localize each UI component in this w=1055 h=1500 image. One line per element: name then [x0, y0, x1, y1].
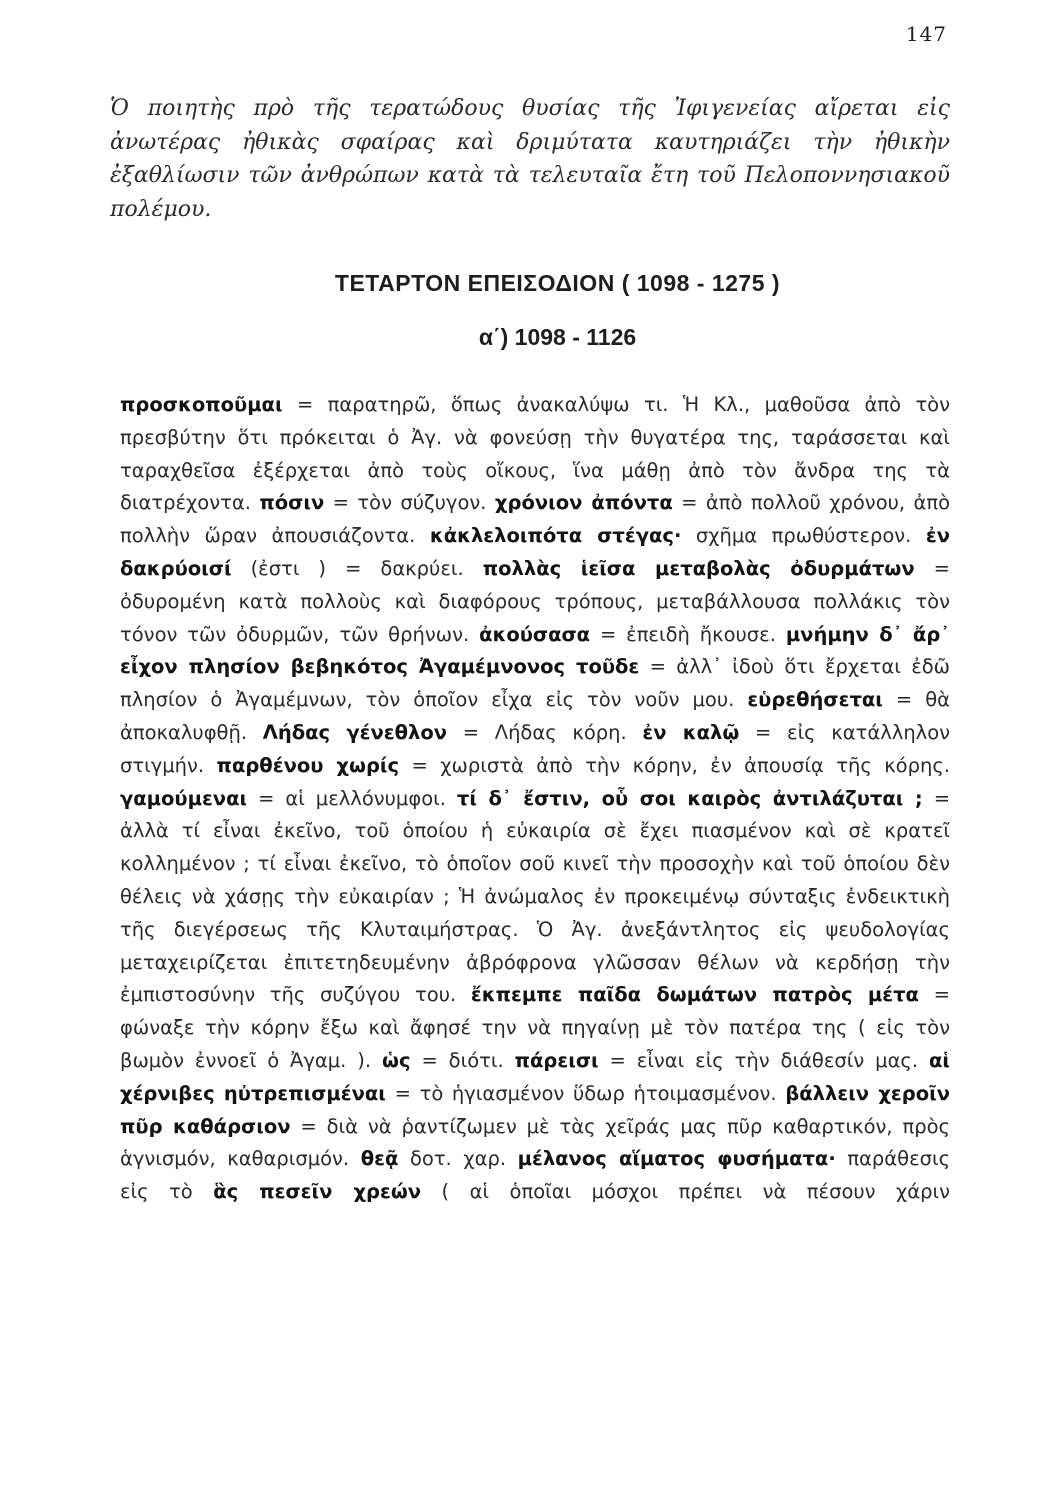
lemma: τί δ᾽ ἔστιν, οὗ σοι καιρὸς ἀντιλάζυται ;	[456, 786, 923, 810]
lemma: ἔκπεμπε παῖδα δωμάτων πατρὸς μέτα	[470, 983, 919, 1007]
gloss: σχῆμα πρωθύστερον.	[695, 524, 912, 548]
lemma: γαμούμεναι	[120, 786, 248, 810]
gloss: = διὰ νὰ ῥαντίζωμεν μὲ τὰς χεῖράς μας πῦρ καθαρτικόν, πρὸς ἁγνισμόν, καθαρισμόν.	[120, 1114, 950, 1171]
lemma: κἀκλελοιπότα στέγας·	[429, 524, 682, 548]
lemma: παρθένου χωρίς	[216, 753, 400, 777]
lemma: αἱ χέρνιβες ηὐτρεπισμέναι	[120, 1048, 950, 1105]
lemma: πολλὰς ἱεῖσα μεταβολὰς ὀδυρμάτων	[482, 556, 915, 580]
lemma: χρόνιον ἀπόντα	[494, 491, 673, 515]
lemma: ἐν καλῷ	[642, 720, 740, 744]
lemma: προσκοποῦμαι	[120, 393, 283, 416]
gloss: ( αἱ ὁποῖαι μόσχοι πρέπει νὰ πέσουν χάριν	[441, 1180, 951, 1204]
gloss: = εἶναι εἰς τὴν διάθεσίν μας.	[609, 1048, 919, 1072]
gloss: = φώναξε τὴν κόρην ἔξω καὶ ἄφησέ την νὰ πηγαίνῃ μὲ τὸν πατέρα της ( εἰς τὸν βωμὸν ἐννοεῖ ὁ Ἀγαμ. ).	[120, 983, 950, 1072]
gloss: = χωριστὰ ἀπὸ τὴν κόρην, ἐν ἀπουσίᾳ τῆς κόρης.	[411, 753, 950, 777]
lemma: μέλανος αἵματος φυσήματα·	[517, 1147, 836, 1171]
gloss: = διότι.	[421, 1048, 504, 1072]
lemma: ἐν δακρύοισί	[120, 524, 950, 580]
page-number: 147	[905, 22, 947, 46]
gloss: δοτ. χαρ.	[409, 1147, 507, 1171]
gloss: = αἱ μελλόνυμφοι.	[258, 786, 446, 810]
gloss: = παρατηρῶ, ὅπως ἀνακαλύψω τι. Ἡ Κλ., μαθοῦσα ἀπὸ τὸν πρεσβύτην ὅτι πρόκειται ὁ Ἀγ. νὰ φονεύσῃ τὴν θυγατέρα της, ταράσσεται καὶ ταραχθεῖσα ἐξέρχεται ἀπὸ τοὺς οἴκους, ἵνα μάθῃ ἀπὸ τὸν ἄνδρα της τὰ διατρέχοντα.	[120, 393, 951, 515]
gloss: = ἀλλὰ τί εἶναι ἐκεῖνο, τοῦ ὁποίου ἡ εὐκαιρία σὲ ἔχει πιασμένον καὶ σὲ κρατεῖ κολλημένον ; τί εἶναι ἐκεῖνο, τὸ ὁποῖον σοῦ κινεῖ τὴν προσοχὴν καὶ τοῦ ὁποίου δὲν θέλεις νὰ χάσῃς τὴν εὐκαιρίαν ; Ἡ ἀνώμαλος ἐν προκειμένῳ σύνταξις ἐνδεικτικὴ τῆς διεγέρσεως τῆς Κλυταιμήστρας. Ὁ Ἀγ. ἀνεξάντλητος εἰς ψευδολογίας μεταχειρίζεται ἐπιτετηδευμένην ἀβρόφρονα γλῶσσαν θέλων νὰ κερδήσῃ τὴν ἐμπιστοσύνην τῆς συζύγου του.	[120, 786, 951, 1007]
gloss: = ἀλλ᾽ ἰδοὺ ὅτι ἔρχεται ἐδῶ πλησίον ὁ Ἀγαμέμνων, τὸν ὁποῖον εἶχα εἰς τὸν νοῦν μου.	[120, 655, 950, 712]
lemma: ὡς	[382, 1048, 411, 1072]
gloss: παράθεσις εἰς τὸ	[120, 1147, 951, 1204]
gloss: (ἐστι ) = δακρύει.	[250, 556, 464, 580]
intro-paragraph: Ὁ ποιητὴς πρὸ τῆς τερατώδους θυσίας τῆς Ἰφιγενείας αἴρεται εἰς ἀνωτέρας ἠθικὰς σφαίρας καὶ δριμύτατα καυτηριάζει τὴν ἠθικὴν ἐξαθλίωσιν τῶν ἀνθρώπων κατὰ τὰ τελευταῖα ἔτη τοῦ Πελοποννησιακοῦ πολέμου.	[110, 96, 950, 223]
lemma: πάρεισι	[514, 1048, 599, 1072]
lemma: ἀκούσασα	[479, 622, 591, 646]
gloss: = θὰ ἀποκαλυφθῇ.	[120, 688, 951, 744]
gloss: = εἰς κατάλληλον στιγμήν.	[120, 720, 951, 777]
gloss: = ὀδυρομένη κατὰ πολλοὺς καὶ διαφόρους τρόπους, μεταβάλλουσα πολλάκις τὸν τόνον τῶν ὀδυρμῶν, τῶν θρήνων.	[120, 556, 950, 646]
gloss: = τὸν σύζυγον.	[332, 491, 487, 515]
episode-subtitle: α΄) 1098 - 1126	[478, 324, 637, 350]
lemma: εὑρεθήσεται	[747, 688, 883, 712]
lemma: πόσιν	[259, 491, 325, 515]
lemma: βάλλειν χεροῖν πῦρ καθάρσιον	[120, 1081, 951, 1138]
lemma: ἃς πεσεῖν χρεών	[213, 1180, 422, 1204]
lemma: Λήδας γένεθλον	[262, 720, 448, 744]
commentary-paragraph	[120, 389, 950, 1209]
lemma: θεᾷ	[360, 1147, 399, 1171]
gloss: = ἐπειδὴ ἤκουσε.	[599, 622, 776, 646]
lemma: μνήμην δ᾽ ἄρ᾽ εἶχον πλησίον βεβηκότος Ἀγαμέμνονος τοῦδε	[120, 622, 951, 679]
episode-title: ΤΕΤΑΡΤΟΝ ΕΠΕΙΣΟΔΙΟΝ ( 1098 - 1275 )	[334, 270, 781, 296]
gloss: = τὸ ἡγιασμένον ὕδωρ ἡτοιμασμένον.	[394, 1081, 777, 1105]
gloss: = Λήδας κόρη.	[462, 720, 627, 744]
gloss: = ἀπὸ πολλοῦ χρόνου, ἀπὸ πολλὴν ὥραν ἀπουσιάζοντα.	[120, 491, 951, 548]
